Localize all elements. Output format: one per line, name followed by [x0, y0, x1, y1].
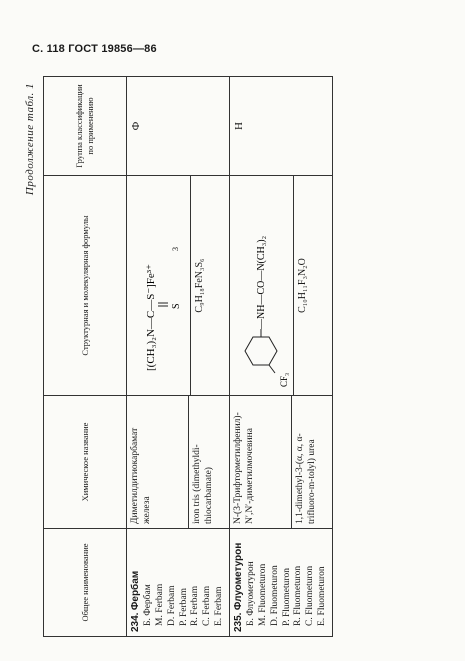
synonym: Б. Флуометурон — [245, 561, 256, 626]
synonym: Б. Фербам — [142, 584, 153, 626]
page-header: С. 118 ГОСТ 19856—86 — [32, 43, 157, 55]
chemical-name-en: 1,1-dimethyl-3-(α, α, α-trifluoro-m-tolyl) urea — [291, 396, 319, 528]
synonym: D. Ferbam — [166, 585, 177, 626]
col-header-chemical-name: Химическое название — [44, 396, 127, 529]
synonym: P. Fluometuron — [281, 567, 292, 626]
synonym: E. Ferbam — [214, 586, 225, 626]
structure-cf3: CF₃ — [279, 372, 289, 387]
synonym: М. Ferbam — [154, 583, 165, 626]
synonym: М. Fluometuron — [257, 563, 268, 626]
structural-formula — [130, 180, 190, 391]
chemical-name-en: iron tris (dimethyldi-thiocarbamate) — [188, 396, 216, 528]
chemical-name-ru: Диметилдитиокарбамат железа — [130, 427, 152, 524]
synonym: C. Ferbam — [202, 585, 213, 626]
fluometuron-structure-svg — [233, 181, 291, 391]
molecular-formula: C₁₀H₁₁F₃N₂O — [293, 176, 310, 395]
chemical-name-ru: N-(3-Трифторметилфенил)-N′,N′-диметилмочевина — [233, 412, 255, 524]
structural-formula — [233, 180, 293, 391]
structure-subscript: 3 — [171, 247, 180, 251]
synonym: R. Fluometuron — [293, 565, 304, 626]
structure-text: —NH—CO—N(CH₃)₂ — [256, 235, 267, 329]
substances-table — [43, 76, 333, 637]
structure-sulfur: S — [171, 303, 182, 309]
rotated-table-sheet — [25, 77, 430, 637]
table-header-row — [44, 77, 127, 637]
col-header-formulas: Структурная и молекулярная формулы — [44, 176, 127, 396]
row-number: 235. — [233, 612, 244, 632]
table-row — [127, 77, 230, 637]
common-name-cell — [230, 529, 333, 637]
group-cell: Ф — [127, 77, 230, 176]
synonym: P. Ferbam — [178, 588, 189, 626]
chemical-name-cell — [230, 396, 333, 529]
col-header-group: Группа классификации по применению — [44, 77, 127, 176]
row-number: 234. — [130, 612, 141, 632]
common-name: Фербам — [130, 570, 141, 611]
formula-cell — [230, 176, 333, 396]
col-header-common-name: Общее наименование — [44, 529, 127, 637]
table-continuation-label: Продолжение табл. 1 — [24, 83, 36, 196]
formula-cell — [127, 176, 230, 396]
synonym: E. Fluometuron — [317, 566, 328, 626]
common-name: Флуометурон — [233, 542, 244, 611]
molecular-formula: C₉H₁₈FeN₃S₆ — [190, 176, 207, 395]
group-cell: Н — [230, 77, 333, 176]
synonym: C. Fluometuron — [305, 565, 316, 626]
structure-text: [(CH₃)₂N—C—S⁻]Fe³⁺ — [145, 264, 157, 371]
synonym: R. Ferbam — [190, 585, 201, 626]
synonym: D. Fluometuron — [269, 565, 280, 626]
table-row — [230, 77, 333, 637]
chemical-name-cell — [127, 396, 230, 529]
common-name-cell — [127, 529, 230, 637]
ferbam-structure-svg — [130, 181, 188, 391]
